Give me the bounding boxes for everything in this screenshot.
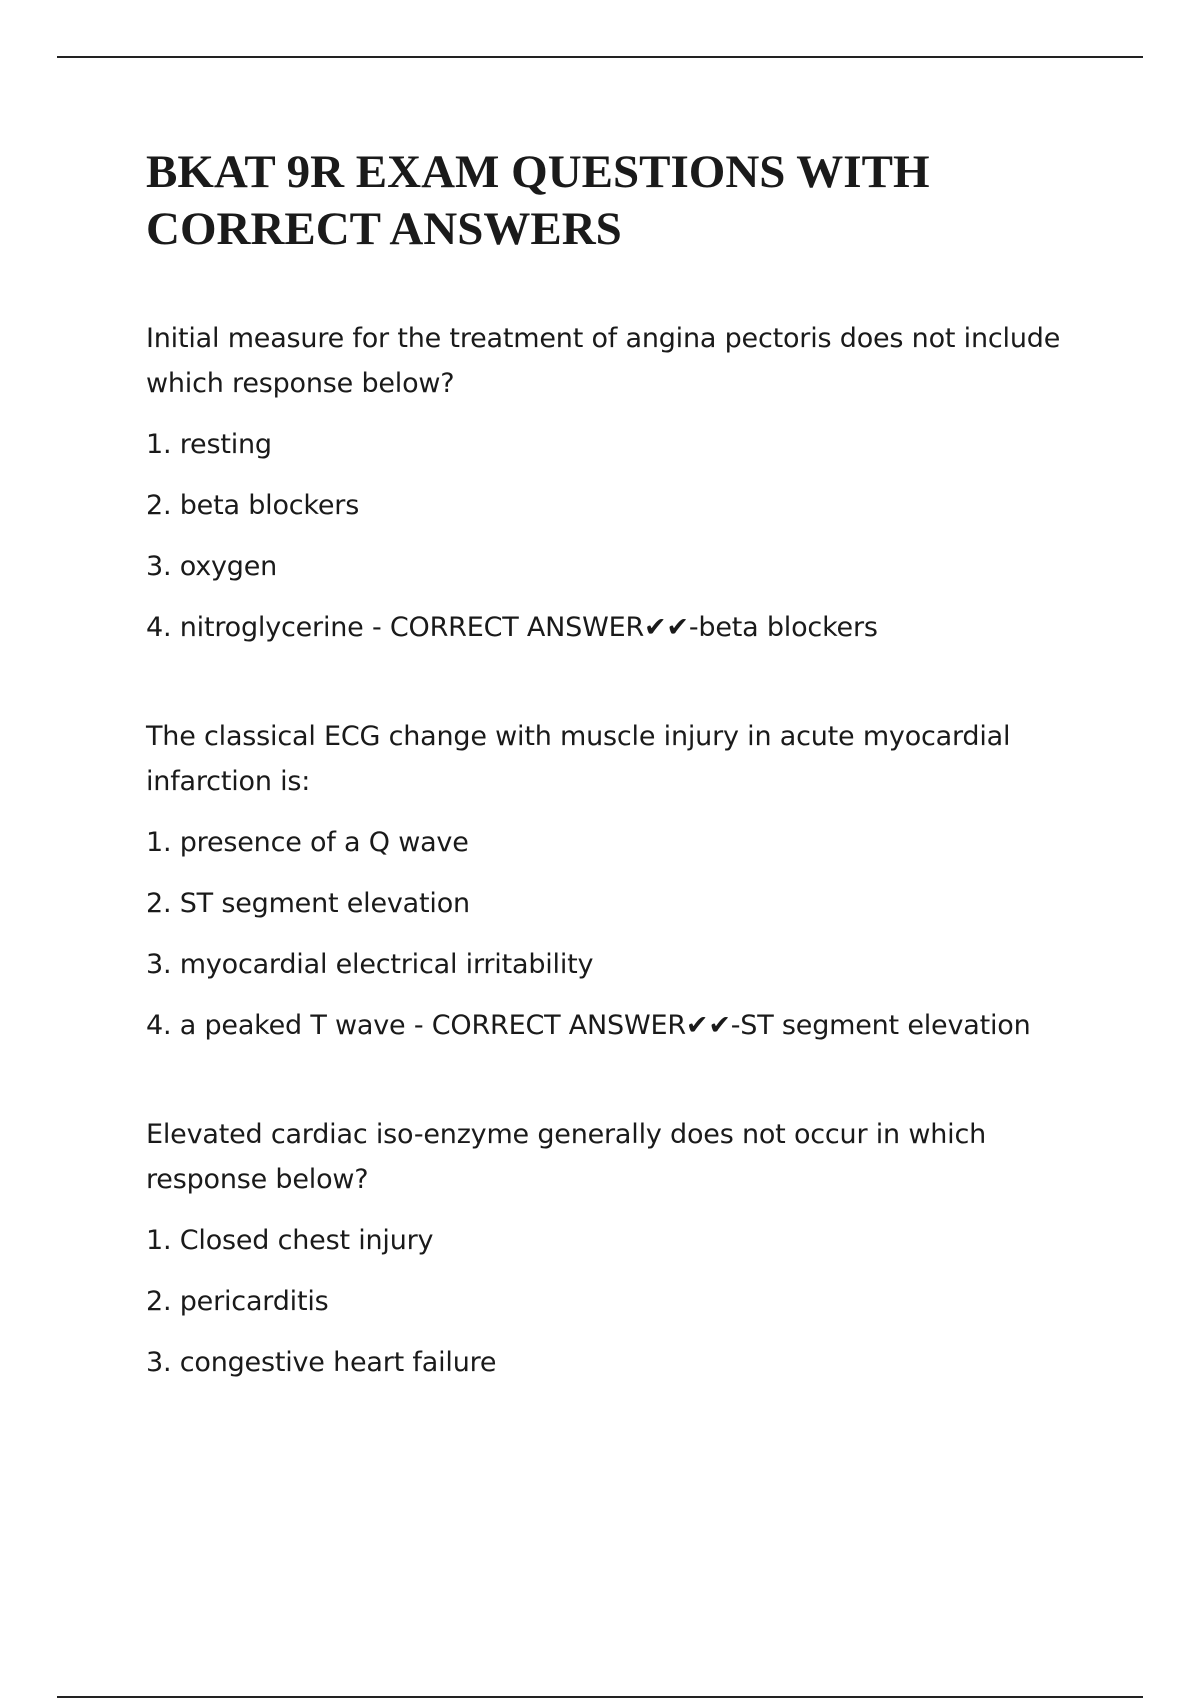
question-3-text: Elevated cardiac iso-enzyme generally does not occur in which response below? <box>146 1119 987 1195</box>
question-1-option-4-with-answer: 4. nitroglycerine - CORRECT ANSWER✔✔-beta blockers <box>146 612 878 643</box>
question-2-option-2: 2. ST segment elevation <box>146 888 470 919</box>
question-3-option-1: 1. Closed chest injury <box>146 1225 434 1256</box>
question-1 <box>146 316 1106 650</box>
bottom-divider <box>57 1696 1143 1698</box>
top-divider <box>57 56 1143 58</box>
question-3 <box>146 1112 1106 1385</box>
document-body <box>146 144 1106 1385</box>
question-1-option-3: 3. oxygen <box>146 551 278 582</box>
question-2-text: The classical ECG change with muscle injury in acute myocardial infarction is: <box>146 721 1011 797</box>
question-2-option-4-with-answer: 4. a peaked T wave - CORRECT ANSWER✔✔-ST segment elevation <box>146 1010 1031 1041</box>
question-2-option-3: 3. myocardial electrical irritability <box>146 949 594 980</box>
question-3-option-2: 2. pericarditis <box>146 1286 329 1317</box>
question-2-option-1: 1. presence of a Q wave <box>146 827 469 858</box>
question-3-option-3: 3. congestive heart failure <box>146 1347 497 1378</box>
document-title: BKAT 9R EXAM QUESTIONS WITH CORRECT ANSWERS <box>146 146 930 255</box>
question-2 <box>146 714 1106 1048</box>
question-1-text: Initial measure for the treatment of angina pectoris does not include which response below? <box>146 323 1061 399</box>
question-1-option-2: 2. beta blockers <box>146 490 360 521</box>
question-1-option-1: 1. resting <box>146 429 272 460</box>
